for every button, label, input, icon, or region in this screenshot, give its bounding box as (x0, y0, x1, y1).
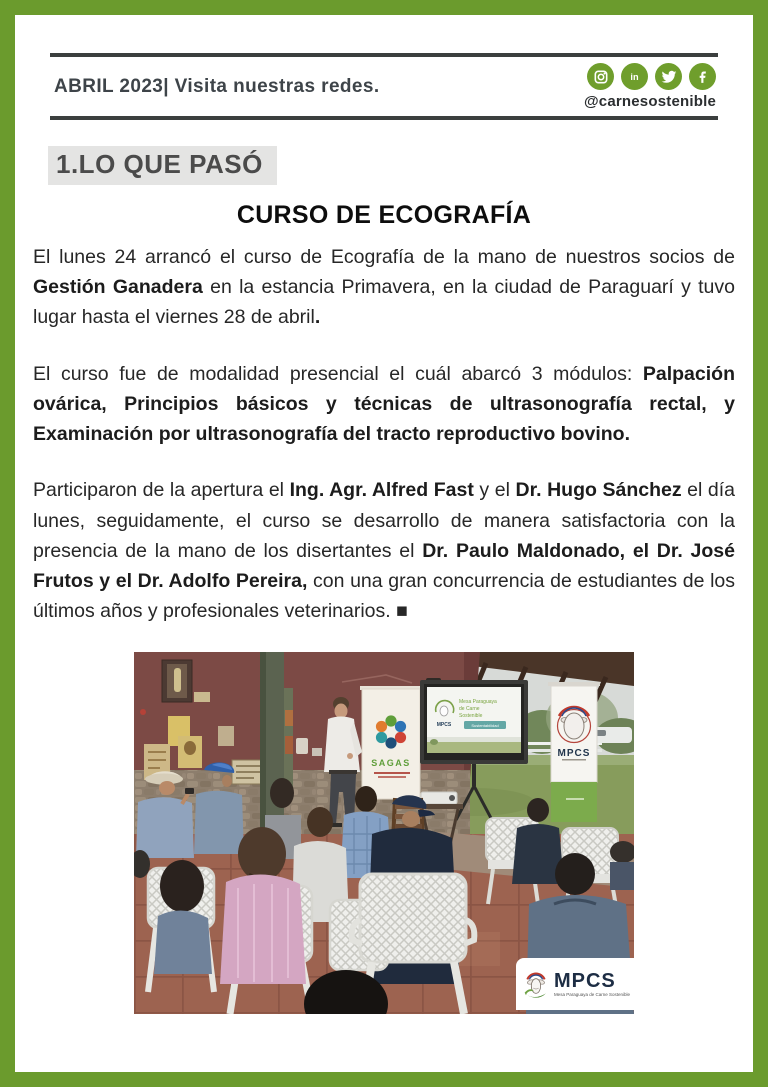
mpcs-cow-icon (522, 963, 550, 1005)
twitter-icon[interactable] (655, 63, 682, 90)
mpcs-logo-tagline: Mesa Paraguaya de Carne Sostenible (553, 992, 630, 998)
sagas-banner (360, 686, 422, 799)
mpcs-banner-label: MPCS (557, 748, 591, 760)
instagram-icon[interactable] (587, 63, 614, 90)
article-title: CURSO DE ECOGRAFÍA (236, 201, 532, 229)
linkedin-icon[interactable] (621, 63, 648, 90)
mpcs-logo-box (516, 958, 634, 1010)
header-title: ABRIL 2023| Visita nuestras redes. (54, 75, 380, 97)
paragraph: Participaron de la apertura el Ing. Agr. Alfred Fast y el Dr. Hugo Sánchez el día lunes, seguidamente, el curso se desarrollo de manera satisfactoria con la presencia de la mano de los disertantes el Dr. Paulo Maldonado, el Dr. José Frutos y el Dr. Adolfo Pereira, con una gran concurrencia de estudiantes de los últimos años y profesionales veterinarios. ■ (33, 479, 736, 623)
slide-line2: de Carne (459, 706, 480, 713)
slide-logo-label: MPCS (436, 722, 452, 729)
svg-text:in: in (630, 72, 639, 83)
slide-line3: Sostenible (459, 713, 483, 720)
page-content (15, 53, 753, 1087)
social-handle: @carnesostenible (583, 93, 716, 110)
paragraph: El curso fue de modalidad presencial el cuál abarcó 3 módulos: Palpación ovárica, Principios básicos y técnicas de ultrasonografía rectal, y Examinación por ultrasonografía del tracto reproductivo bovino. (33, 362, 735, 446)
sagas-banner-label: SAGAS (371, 758, 411, 769)
slide-button: Sustentabilidad (471, 723, 499, 729)
course-photo (134, 652, 634, 1014)
mpcs-banner (548, 682, 600, 822)
header (50, 53, 718, 120)
section-kicker: 1.LO QUE PASÓ (48, 146, 277, 185)
mpcs-logo-text: MPCS (553, 970, 616, 993)
slide-line1: Mesa Paraguaya (459, 699, 497, 706)
paragraph: El lunes 24 arrancó el curso de Ecografía de la mano de nuestros socios de Gestión Ganadera en la estancia Primavera, en la ciudad de Paraguarí y tuvo lugar hasta el viernes 28 de abril. (33, 246, 735, 329)
social-block (584, 63, 716, 110)
header-bottom-rule (50, 116, 718, 120)
article (33, 242, 735, 626)
facebook-icon[interactable] (689, 63, 716, 90)
